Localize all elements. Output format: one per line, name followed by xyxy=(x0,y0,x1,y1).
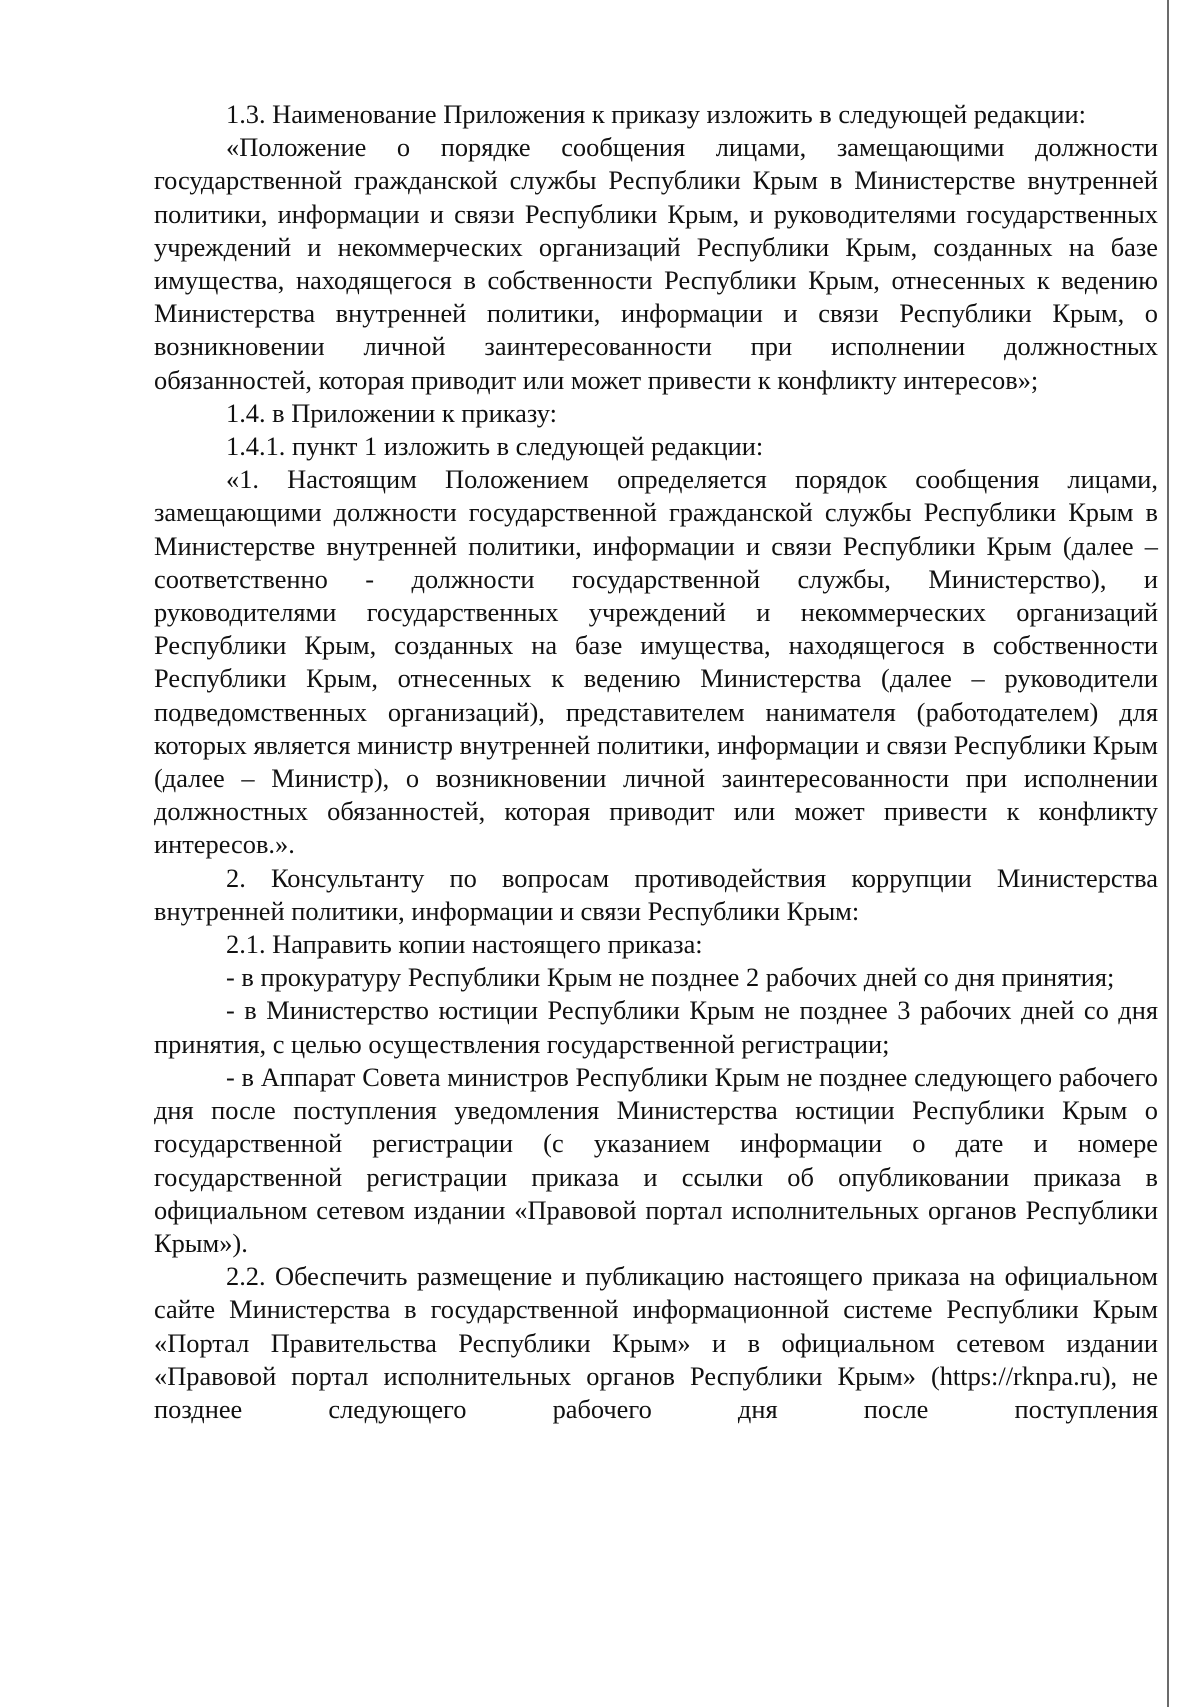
paragraph-appendix-title: «Положение о порядке сообщения лицами, замещающими должности государственной гражданской службы Республики Крым в Министерстве внутренней политики, информации и связи Республики Крым, и руководителями государственных учреждений и некоммерческих организаций Республики Крым, созданных на базе имущества, находящегося в собственности Республики Крым, отнесенных к ведению Министерства внутренней политики, информации и связи Республики Крым, о возникновении личной заинтересованности при исполнении должностных обязанностей, которая приводит или может привести к конфликту интересов»; xyxy=(154,132,1158,395)
paragraph-2-1: 2.1. Направить копии настоящего приказа: xyxy=(226,929,703,960)
document-body xyxy=(154,98,1158,1426)
paragraph-1-4-1: 1.4.1. пункт 1 изложить в следующей редакции: xyxy=(226,431,764,462)
paragraph-council-apparatus: - в Аппарат Совета министров Республики Крым не позднее следующего рабочего дня после поступления уведомления Министерства юстиции Республики Крым о государственной регистрации (с указанием информации о дате и номере государственной регистрации приказа и ссылки об опубликовании приказа в официальном сетевом издании «Правовой портал исполнительных органов Республики Крым»). xyxy=(154,1061,1158,1258)
paragraph-prosecutor: - в прокуратуру Республики Крым не позднее 2 рабочих дней со дня принятия; xyxy=(226,962,1115,993)
paragraph-2: 2. Консультанту по вопросам противодействия коррупции Министерства внутренней политики, информации и связи Республики Крым: xyxy=(154,862,1158,926)
paragraph-ministry-justice: - в Министерство юстиции Республики Крым не позднее 3 рабочих дней со дня принятия, с целью осуществления государственной регистрации; xyxy=(154,995,1158,1059)
paragraph-1-3: 1.3. Наименование Приложения к приказу изложить в следующей редакции: xyxy=(226,99,1086,129)
paragraph-2-2: 2.2. Обеспечить размещение и публикацию настоящего приказа на официальном сайте Министерства в государственной информационной системе Республики Крым «Портал Правительства Республики Крым» и в официальном сетевом издании «Правовой портал исполнительных органов Республики Крым» (https://rknpa.ru), не позднее следующего рабочего дня после поступления xyxy=(154,1261,1158,1424)
scan-edge-line xyxy=(1167,0,1169,1707)
paragraph-1-4: 1.4. в Приложении к приказу: xyxy=(226,397,557,428)
paragraph-clause-1: «1. Настоящим Положением определяется порядок сообщения лицами, замещающими должности государственной гражданской службы Республики Крым в Министерстве внутренней политики, информации и связи Республики Крым (далее – соответственно - должности государственной службы, Министерство), и руководителями государственных учреждений и некоммерческих организаций Республики Крым, созданных на базе имущества, находящегося в собственности Республики Крым, отнесенных к ведению Министерства (далее – руководители подведомственных организаций), представителем нанимателя (работодателем) для которых является министр внутренней политики, информации и связи Республики Крым (далее – Министр), о возникновении личной заинтересованности при исполнении должностных обязанностей, которая приводит или может привести к конфликту интересов.». xyxy=(154,464,1158,860)
